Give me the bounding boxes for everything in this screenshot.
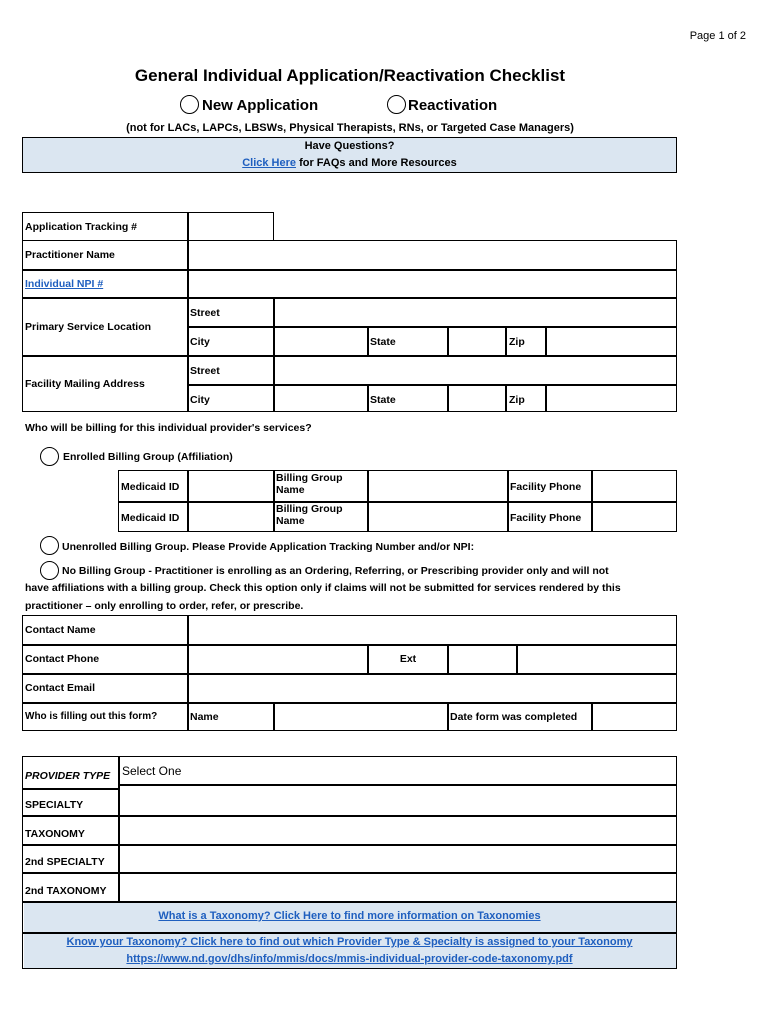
contact-phone-label: Contact Phone: [25, 653, 100, 665]
mailing-address-label: Facility Mailing Address: [25, 378, 145, 390]
date-completed-input[interactable]: [594, 704, 675, 730]
medicaid-id-label-2: Medicaid ID: [121, 512, 180, 524]
new-application-label: New Application: [202, 97, 319, 114]
page-title: General Individual Application/Reactivation Checklist: [134, 66, 566, 85]
taxonomy-input[interactable]: [121, 817, 675, 843]
medicaid-id-label-1: Medicaid ID: [121, 481, 180, 493]
contact-email-label: Contact Email: [25, 682, 96, 694]
facility-phone-label-2: Facility Phone: [510, 512, 582, 524]
specialty-label: SPECIALTY: [25, 799, 84, 811]
mailing-state-input[interactable]: [450, 386, 504, 411]
primary-state-label: State: [370, 336, 396, 348]
exclusion-note: (not for LACs, LAPCs, LBSWs, Physical Therapists, RNs, or Targeted Case Managers): [126, 122, 574, 134]
group-name-label-1: Billing Group Name: [276, 472, 343, 496]
mailing-zip-input[interactable]: [548, 386, 675, 411]
filler-name-input[interactable]: [276, 704, 446, 730]
group-name-input-1[interactable]: [370, 472, 506, 500]
no-billing-group-radio[interactable]: [40, 561, 59, 580]
group-name-input-2[interactable]: [370, 503, 506, 531]
practitioner-label: Practitioner Name: [25, 249, 115, 261]
date-completed-label: Date form was completed: [450, 711, 578, 723]
specialty2-label: 2nd SPECIALTY: [25, 856, 105, 868]
tracking-input[interactable]: [190, 214, 272, 239]
taxonomy2-label: 2nd TAXONOMY: [25, 885, 107, 897]
taxonomy-info-link[interactable]: What is a Taxonomy? Click Here to find more information on Taxonomies: [158, 910, 541, 922]
primary-city-label: City: [190, 336, 210, 348]
faq-link-rest: for FAQs and More Resources: [296, 157, 457, 169]
faq-link[interactable]: Click Here: [242, 157, 297, 169]
npi-input[interactable]: [190, 271, 675, 296]
no-billing-group-line-3: practitioner – only enrolling to order, refer, or prescribe.: [25, 600, 304, 612]
practitioner-input[interactable]: [190, 242, 675, 268]
provider-type-select[interactable]: Select One: [122, 764, 182, 778]
facility-phone-input-2[interactable]: [594, 503, 675, 531]
facility-phone-label-1: Facility Phone: [510, 481, 582, 493]
contact-email-input[interactable]: [190, 675, 675, 701]
mailing-city-input[interactable]: [276, 386, 366, 411]
taxonomy-url-link[interactable]: https://www.nd.gov/dhs/info/mmis/docs/mmis-individual-provider-code-taxonomy.pdf: [126, 953, 573, 965]
enrolled-billing-label: Enrolled Billing Group (Affiliation): [63, 451, 233, 463]
page-number: Page 1 of 2: [689, 30, 746, 42]
filler-name-label: Name: [190, 711, 219, 723]
unenrolled-billing-label: Unenrolled Billing Group. Please Provide Application Tracking Number and/or NPI:: [62, 541, 475, 553]
contact-name-input[interactable]: [190, 617, 675, 643]
no-billing-group-line-1: No Billing Group - Practitioner is enrolling as an Ordering, Referring, or Prescribing provider only and will not: [62, 565, 609, 577]
mailing-zip-label: Zip: [509, 394, 525, 406]
specialty-input[interactable]: [121, 787, 675, 814]
taxonomy-label: TAXONOMY: [25, 828, 85, 840]
medicaid-id-input-1[interactable]: [190, 472, 272, 500]
primary-street-label: Street: [190, 307, 220, 319]
mailing-street-label: Street: [190, 365, 220, 377]
primary-state-input[interactable]: [450, 328, 504, 354]
new-application-radio[interactable]: [180, 95, 199, 114]
enrolled-billing-radio[interactable]: [40, 447, 59, 466]
medicaid-id-input-2[interactable]: [190, 503, 272, 531]
group-name-label-2: Billing Group Name: [276, 503, 343, 527]
taxonomy2-input[interactable]: [121, 874, 675, 900]
primary-location-label: Primary Service Location: [25, 321, 152, 333]
no-billing-group-line-2: have affiliations with a billing group. Check this option only if claims will not be submitted for services rendered by this: [25, 582, 621, 594]
who-filling-label: Who is filling out this form?: [25, 711, 158, 722]
primary-zip-label: Zip: [509, 336, 525, 348]
ext-label: Ext: [399, 653, 417, 665]
tracking-label: Application Tracking #: [25, 221, 138, 233]
mailing-state-label: State: [370, 394, 396, 406]
reactivation-label: Reactivation: [408, 97, 498, 114]
primary-city-input[interactable]: [276, 328, 366, 354]
contact-phone-input[interactable]: [190, 646, 366, 672]
provider-type-label: PROVIDER TYPE: [25, 770, 111, 782]
primary-zip-input[interactable]: [548, 328, 675, 354]
taxonomy-lookup-link[interactable]: Know your Taxonomy? Click here to find out which Provider Type & Specialty is assigned to your Taxonomy: [66, 936, 633, 948]
facility-phone-input-1[interactable]: [594, 472, 675, 500]
questions-line: [22, 157, 677, 169]
reactivation-radio[interactable]: [387, 95, 406, 114]
ext-input[interactable]: [450, 646, 515, 672]
specialty2-input[interactable]: [121, 846, 675, 871]
mailing-city-label: City: [190, 394, 210, 406]
billing-question: Who will be billing for this individual provider's services?: [25, 422, 312, 434]
mailing-street-input[interactable]: [276, 357, 675, 383]
unenrolled-billing-radio[interactable]: [40, 536, 59, 555]
primary-street-input[interactable]: [276, 299, 675, 325]
questions-heading: Have Questions?: [304, 140, 395, 152]
contact-name-label: Contact Name: [25, 624, 96, 636]
npi-link[interactable]: Individual NPI #: [25, 278, 104, 290]
